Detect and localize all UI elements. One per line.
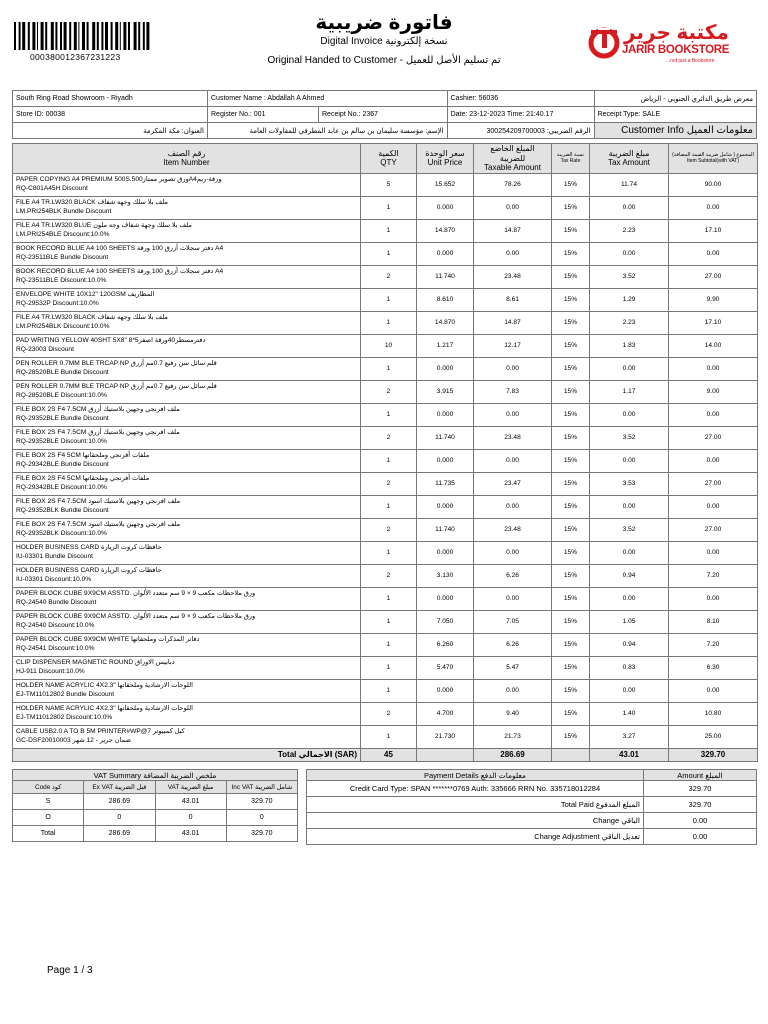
item-tax-amount: 0.00 (590, 679, 669, 702)
item-taxable: 7.05 (474, 610, 552, 633)
item-subtotal: 0.00 (669, 587, 758, 610)
vat-code: S (13, 794, 84, 810)
item-qty: 2 (361, 380, 417, 403)
item-row (13, 357, 758, 380)
change-label: Change الباقي (307, 813, 644, 829)
item-tax-amount: 0.94 (590, 564, 669, 587)
item-unit-price: 11.735 (417, 472, 474, 495)
item-description: HOLDER NAME ACRYLIC 4X2.3" اللوحات الارشادية وملحقاتها EJ-TM11012802 Bundle Discount (13, 679, 361, 702)
logo-english: JARIR BOOKSTORE (622, 44, 730, 56)
item-taxable: 0.00 (474, 587, 552, 610)
item-taxable: 0.00 (474, 495, 552, 518)
item-qty: 1 (361, 633, 417, 656)
jarir-logo (588, 22, 760, 68)
item-tax-rate: 15% (552, 357, 590, 380)
vat-ex: 286.69 (84, 826, 155, 842)
item-tax-rate: 15% (552, 380, 590, 403)
item-subtotal: 6.30 (669, 656, 758, 679)
item-qty: 2 (361, 472, 417, 495)
payment-title: Payment Details معلومات الدفع (307, 770, 644, 781)
item-tax-rate: 15% (552, 656, 590, 679)
customer-name: Customer Name : Abdallah A Ahmed (208, 91, 448, 107)
item-qty: 1 (361, 541, 417, 564)
item-taxable: 78.26 (474, 173, 552, 196)
item-unit-price: 0.000 (417, 679, 474, 702)
vat-vat: 0 (155, 810, 226, 826)
vat-ex: 286.69 (84, 794, 155, 810)
item-row (13, 541, 758, 564)
item-description: ENVELOPE WHITE 10X12" 120GSM المظاريف RQ-29532P Discount:10.0% (13, 288, 361, 311)
item-tax-amount: 3.53 (590, 472, 669, 495)
item-row (13, 472, 758, 495)
item-row (13, 242, 758, 265)
item-row (13, 288, 758, 311)
totals-taxable: 286.69 (474, 748, 552, 761)
vat-vat: 43.01 (155, 826, 226, 842)
item-tax-amount: 1.17 (590, 380, 669, 403)
col-subtotal: المجموع ( شامل ضريبة القيمة المضافة) Item Subtotal(with VAT) (669, 144, 758, 174)
item-description: HOLDER BUSINESS CARD حافظات كروت الزيارة IU-03301 Bundle Discount (13, 541, 361, 564)
item-tax-amount: 1.83 (590, 334, 669, 357)
customer-info-label: Customer Info معلومات العميل (594, 123, 756, 139)
col-taxable: المبلغ الخاضع للضريبة Taxable Amount (474, 144, 552, 174)
item-unit-price: 8.610 (417, 288, 474, 311)
item-tax-rate: 15% (552, 472, 590, 495)
item-tax-amount: 0.00 (590, 242, 669, 265)
vat-inc: 329.70 (226, 794, 297, 810)
item-qty: 2 (361, 518, 417, 541)
item-row (13, 587, 758, 610)
item-qty: 1 (361, 311, 417, 334)
item-tax-amount: 3.52 (590, 426, 669, 449)
item-tax-rate: 15% (552, 610, 590, 633)
item-subtotal: 7.20 (669, 633, 758, 656)
item-taxable: 21.73 (474, 725, 552, 748)
vat-col-ex: Ex VAT قبل الضريبة (84, 781, 155, 794)
item-tax-rate: 15% (552, 265, 590, 288)
item-row (13, 403, 758, 426)
item-tax-rate: 15% (552, 702, 590, 725)
item-unit-price: 7.050 (417, 610, 474, 633)
item-row (13, 679, 758, 702)
item-description: PAPER COPYING A4 PREMIUM 500S.500ورق تصوير ممتازA4ورقة-ريم RQ-C801A45H Discount (13, 173, 361, 196)
totals-qty: 45 (361, 748, 417, 761)
item-tax-rate: 15% (552, 725, 590, 748)
address-ar: العنوان: مكة المكرمة (13, 123, 208, 139)
item-subtotal: 7.20 (669, 564, 758, 587)
item-qty: 2 (361, 265, 417, 288)
item-subtotal: 9.90 (669, 288, 758, 311)
item-tax-amount: 3.27 (590, 725, 669, 748)
item-tax-amount: 2.23 (590, 219, 669, 242)
item-row (13, 518, 758, 541)
item-qty: 1 (361, 587, 417, 610)
item-unit-price: 21.730 (417, 725, 474, 748)
vat-code: Total (13, 826, 84, 842)
item-row (13, 219, 758, 242)
invoice-title-ar: فاتورة ضريبية (315, 12, 453, 34)
item-tax-amount: 3.52 (590, 265, 669, 288)
item-subtotal: 17.10 (669, 311, 758, 334)
item-qty: 1 (361, 242, 417, 265)
tax-number-ar: الرقم الضريبي: 300254209700003 (447, 123, 594, 139)
totals-label: Total الاجمالي (SAR) (13, 748, 361, 761)
item-tax-amount: 0.00 (590, 495, 669, 518)
item-tax-rate: 15% (552, 541, 590, 564)
item-taxable: 23.48 (474, 426, 552, 449)
item-tax-amount: 3.52 (590, 518, 669, 541)
vat-ex: 0 (84, 810, 155, 826)
item-unit-price: 3.915 (417, 380, 474, 403)
item-description: PAPER BLOCK CUBE 9X9CM ASSTD. ورق ملاحظات مكعب 9 × 9 سم متعدد الألوان RQ-24540 Discount:10.0% (13, 610, 361, 633)
item-description: PEN ROLLER 0.7MM BLE TRCAP NP قلم سائل سن رفيع 0.7مم أزرق RQ-28520BLE Bundle Discount (13, 357, 361, 380)
item-tax-rate: 15% (552, 173, 590, 196)
item-qty: 1 (361, 403, 417, 426)
item-row (13, 633, 758, 656)
item-description: PAPER BLOCK CUBE 9X9CM ASSTD. ورق ملاحظات مكعب 9 × 9 سم متعدد الألوان RQ-24540 Bundle Discount (13, 587, 361, 610)
total-paid: 329.70 (644, 797, 757, 813)
item-qty: 1 (361, 219, 417, 242)
item-qty: 2 (361, 702, 417, 725)
item-description: FILE A4 TR.LW320 BLUE ملف بلا سلك وجهة شفاف وجه ملون LM.PRI254BLE Discount:10.0% (13, 219, 361, 242)
item-unit-price: 15.652 (417, 173, 474, 196)
item-row (13, 334, 758, 357)
item-tax-rate: 15% (552, 288, 590, 311)
item-row (13, 495, 758, 518)
item-row (13, 380, 758, 403)
item-unit-price: 0.000 (417, 495, 474, 518)
item-tax-rate: 15% (552, 334, 590, 357)
receipt-type: Receipt Type: SALE (594, 107, 756, 123)
vat-vat: 43.01 (155, 794, 226, 810)
date-time: Date: 23-12-2023 Time: 21:40.17 (447, 107, 594, 123)
item-tax-amount: 0.00 (590, 403, 669, 426)
item-taxable: 0.00 (474, 449, 552, 472)
vat-col-code: Code كود (13, 781, 84, 794)
change-adjustment: 0.00 (644, 829, 757, 845)
item-row (13, 725, 758, 748)
item-tax-amount: 0.00 (590, 357, 669, 380)
store-id: Store ID: 00038 (13, 107, 208, 123)
item-taxable: 0.00 (474, 357, 552, 380)
item-row (13, 656, 758, 679)
item-qty: 1 (361, 357, 417, 380)
item-taxable: 23.48 (474, 265, 552, 288)
item-qty: 1 (361, 656, 417, 679)
item-subtotal: 27.00 (669, 265, 758, 288)
item-subtotal: 8.10 (669, 610, 758, 633)
item-qty: 1 (361, 196, 417, 219)
item-tax-amount: 0.00 (590, 587, 669, 610)
item-subtotal: 27.00 (669, 426, 758, 449)
item-tax-amount: 1.05 (590, 610, 669, 633)
item-unit-price: 0.000 (417, 403, 474, 426)
item-tax-amount: 1.40 (590, 702, 669, 725)
item-subtotal: 0.00 (669, 541, 758, 564)
vat-inc: 329.70 (226, 826, 297, 842)
item-row (13, 265, 758, 288)
item-subtotal: 10.80 (669, 702, 758, 725)
item-unit-price: 14.870 (417, 311, 474, 334)
item-qty: 2 (361, 564, 417, 587)
item-tax-amount: 0.00 (590, 541, 669, 564)
item-description: BOOK RECORD BLUE A4 100 SHEETS دفتر سجلات أزرق 100 ورقة A4 RQ-23511BLE Bundle Discount (13, 242, 361, 265)
change-amount: 0.00 (644, 813, 757, 829)
col-tax-rate: نسبة الضريبة Tax Rate (552, 144, 590, 174)
item-description: PAD WRITING YELLOW 40SHT 5X8" دفترمسطر40ورقة اصفر5*8 RQ-23003 Discount (13, 334, 361, 357)
item-tax-rate: 15% (552, 633, 590, 656)
original-handed-line: Original Handed to Customer - تم تسليم الأصل للعميل (267, 55, 501, 66)
card-line: Credit Card Type: SPAN *******0769 Auth: 335666 RRN No. 335718012284 (307, 781, 644, 797)
invoice-subtitle: Digital Invoice نسخة إلكترونية (320, 36, 448, 47)
item-tax-rate: 15% (552, 495, 590, 518)
item-qty: 10 (361, 334, 417, 357)
item-description: FILE A4 TR.LW320 BLACK ملف بلا سلك وجهه شفاف LM.PRI254BLK Discount:10.0% (13, 311, 361, 334)
item-unit-price: 6.260 (417, 633, 474, 656)
item-description: FILE BOX 2S F4 7.5CM ملف افرنجي وجهين بلاستيك اسود RQ-29352BLK Bundle Discount (13, 495, 361, 518)
item-taxable: 5.47 (474, 656, 552, 679)
item-taxable: 12.17 (474, 334, 552, 357)
item-tax-amount: 2.23 (590, 311, 669, 334)
vat-inc: 0 (226, 810, 297, 826)
item-taxable: 0.00 (474, 679, 552, 702)
item-subtotal: 27.00 (669, 518, 758, 541)
item-taxable: 0.00 (474, 196, 552, 219)
item-description: FILE BOX 2S F4 7.5CM ملف افرنجي وجهين بلاستيك أزرق RQ-29352BLE Bundle Discount (13, 403, 361, 426)
total-paid-label: Total Paid المبلغ المدفوع (307, 797, 644, 813)
item-description: CABLE USB2.0 A TO B 5M PRINTER#WP@7 كبل كمبيوتر GC-DSF20010003 ضمان جرير - 12 شهر (13, 725, 361, 748)
item-unit-price: 0.000 (417, 242, 474, 265)
item-subtotal: 0.00 (669, 403, 758, 426)
showroom-ar: معرض طريق الدائري الجنوبي - الرياض (594, 91, 756, 107)
item-subtotal: 14.00 (669, 334, 758, 357)
item-qty: 1 (361, 288, 417, 311)
item-unit-price: 4.700 (417, 702, 474, 725)
item-description: FILE BOX 2S F4 5CM ملفات أفرنجي وملحقاتها RQ-29342BLE Bundle Discount (13, 449, 361, 472)
col-qty: الكمية QTY (361, 144, 417, 174)
totals-subtotal: 329.70 (669, 748, 758, 761)
logo-arabic: مكتبة جرير (624, 22, 729, 44)
item-unit-price: 11.740 (417, 265, 474, 288)
vat-row (13, 794, 298, 810)
item-description: PEN ROLLER 0.7MM BLE TRCAP NP قلم سائل سن رفيع 0.7مم أزرق RQ-28520BLE Discount:10.0% (13, 380, 361, 403)
item-unit-price: 1.217 (417, 334, 474, 357)
item-tax-rate: 15% (552, 518, 590, 541)
item-tax-rate: 15% (552, 242, 590, 265)
item-row (13, 564, 758, 587)
item-tax-rate: 15% (552, 196, 590, 219)
item-description: HOLDER BUSINESS CARD حافظات كروت الزيارة IU-03301 Discount:10.0% (13, 564, 361, 587)
item-tax-amount: 11.74 (590, 173, 669, 196)
col-tax-amount: مبلغ الضريبة Tax Amount (590, 144, 669, 174)
logo-tagline: ...not just a Bookstore (666, 58, 715, 64)
item-row (13, 196, 758, 219)
item-subtotal: 9.00 (669, 380, 758, 403)
items-table (12, 143, 758, 762)
item-subtotal: 0.00 (669, 357, 758, 380)
amount-title: Amount المبلغ (644, 770, 757, 781)
totals-row (13, 748, 758, 761)
item-description: HOLDER NAME ACRYLIC 4X2.3" اللوحات الارشادية وملحقاتها EJ-TM11012802 Discount:10.0% (13, 702, 361, 725)
item-unit-price: 0.000 (417, 587, 474, 610)
receipt-no: Receipt No.: 2367 (319, 107, 448, 123)
item-description: FILE BOX 2S F4 7.5CM ملف افرنجي وجهين بلاستيك اسود RQ-29352BLK Discount:10.0% (13, 518, 361, 541)
item-description: FILE BOX 2S F4 7.5CM ملف افرنجي وجهين بلاستيك أزرق RQ-29352BLE Discount:10.0% (13, 426, 361, 449)
item-taxable: 8.61 (474, 288, 552, 311)
item-taxable: 9.40 (474, 702, 552, 725)
barcode-number: 000380012367231223 (30, 52, 121, 62)
item-tax-rate: 15% (552, 587, 590, 610)
item-taxable: 0.00 (474, 403, 552, 426)
item-tax-rate: 15% (552, 311, 590, 334)
item-subtotal: 27.00 (669, 472, 758, 495)
item-description: BOOK RECORD BLUE A4 100 SHEETS دفتر سجلات أزرق 100 ورقة A4 RQ-23511BLE Discount:10.0% (13, 265, 361, 288)
item-row (13, 702, 758, 725)
item-taxable: 14.87 (474, 219, 552, 242)
customer-name-ar: الإسم: مؤسسة سليمان بن سالم بن عابد المطرفي للمقاولات العامة (208, 123, 448, 139)
item-tax-amount: 0.94 (590, 633, 669, 656)
item-tax-amount: 0.00 (590, 449, 669, 472)
item-row (13, 173, 758, 196)
item-subtotal: 0.00 (669, 449, 758, 472)
item-unit-price: 11.740 (417, 518, 474, 541)
change-adjustment-label: Change Adjustment تعديل الباقي (307, 829, 644, 845)
item-taxable: 7.83 (474, 380, 552, 403)
item-qty: 5 (361, 173, 417, 196)
item-unit-price: 0.000 (417, 357, 474, 380)
item-subtotal: 90.00 (669, 173, 758, 196)
item-description: CLIP DISPENSER MAGNETIC ROUND دبابيس الاوراق HJ-911 Discount:10.0% (13, 656, 361, 679)
item-subtotal: 0.00 (669, 679, 758, 702)
invoice-info-table (12, 90, 757, 139)
item-tax-amount: 0.00 (590, 196, 669, 219)
register-no: Register No.: 001 (208, 107, 319, 123)
item-row (13, 449, 758, 472)
item-taxable: 23.47 (474, 472, 552, 495)
item-row (13, 426, 758, 449)
item-tax-rate: 15% (552, 219, 590, 242)
vat-summary-title: VAT Summary ملخص الضريبة المضافة (13, 770, 298, 781)
item-subtotal: 17.10 (669, 219, 758, 242)
item-unit-price: 0.000 (417, 541, 474, 564)
item-tax-rate: 15% (552, 449, 590, 472)
item-unit-price: 3.130 (417, 564, 474, 587)
item-tax-rate: 15% (552, 679, 590, 702)
item-taxable: 0.00 (474, 242, 552, 265)
item-tax-rate: 15% (552, 426, 590, 449)
item-qty: 2 (361, 426, 417, 449)
col-item: رقم الصنف Item Number (13, 144, 361, 174)
item-taxable: 6.26 (474, 564, 552, 587)
item-taxable: 0.00 (474, 541, 552, 564)
payment-table (306, 769, 757, 845)
item-unit-price: 14.870 (417, 219, 474, 242)
vat-col-vat: VAT مبلغ الضريبة (155, 781, 226, 794)
vat-code: O (13, 810, 84, 826)
item-qty: 1 (361, 449, 417, 472)
item-unit-price: 5.470 (417, 656, 474, 679)
item-description: FILE A4 TR.LW320 BLACK ملف بلا سلك وجهه شفاف LM.PRI254BLK Bundle Discount (13, 196, 361, 219)
item-qty: 1 (361, 495, 417, 518)
item-description: PAPER BLOCK CUBE 9X9CM WHITE دفاتر المذكرات وملحقاتها RQ-24541 Discount:10.0% (13, 633, 361, 656)
item-subtotal: 25.00 (669, 725, 758, 748)
col-unit-price: سعر الوحدة Unit Price (417, 144, 474, 174)
card-amount: 329.70 (644, 781, 757, 797)
vat-col-inc: Inc VAT شامل الضريبة (226, 781, 297, 794)
vat-summary-table (12, 769, 298, 842)
item-taxable: 6.26 (474, 633, 552, 656)
item-subtotal: 0.00 (669, 196, 758, 219)
item-unit-price: 0.000 (417, 196, 474, 219)
item-tax-amount: 1.29 (590, 288, 669, 311)
showroom: South Ring Road Showroom - Riyadh (13, 91, 208, 107)
item-subtotal: 0.00 (669, 242, 758, 265)
item-row (13, 311, 758, 334)
item-taxable: 14.87 (474, 311, 552, 334)
item-description: FILE BOX 2S F4 5CM ملفات أفرنجي وملحقاتها RQ-29342BLE Discount:10.0% (13, 472, 361, 495)
item-unit-price: 0.000 (417, 449, 474, 472)
vat-row (13, 810, 298, 826)
item-qty: 1 (361, 725, 417, 748)
totals-tax: 43.01 (590, 748, 669, 761)
item-tax-rate: 15% (552, 564, 590, 587)
item-row (13, 610, 758, 633)
item-unit-price: 11.740 (417, 426, 474, 449)
cashier: Cashier: 56036 (447, 91, 594, 107)
item-taxable: 23.48 (474, 518, 552, 541)
page-number: Page 1 / 3 (47, 965, 93, 976)
item-tax-amount: 0.83 (590, 656, 669, 679)
item-qty: 1 (361, 610, 417, 633)
item-qty: 1 (361, 679, 417, 702)
item-tax-rate: 15% (552, 403, 590, 426)
item-subtotal: 0.00 (669, 495, 758, 518)
vat-row (13, 826, 298, 842)
